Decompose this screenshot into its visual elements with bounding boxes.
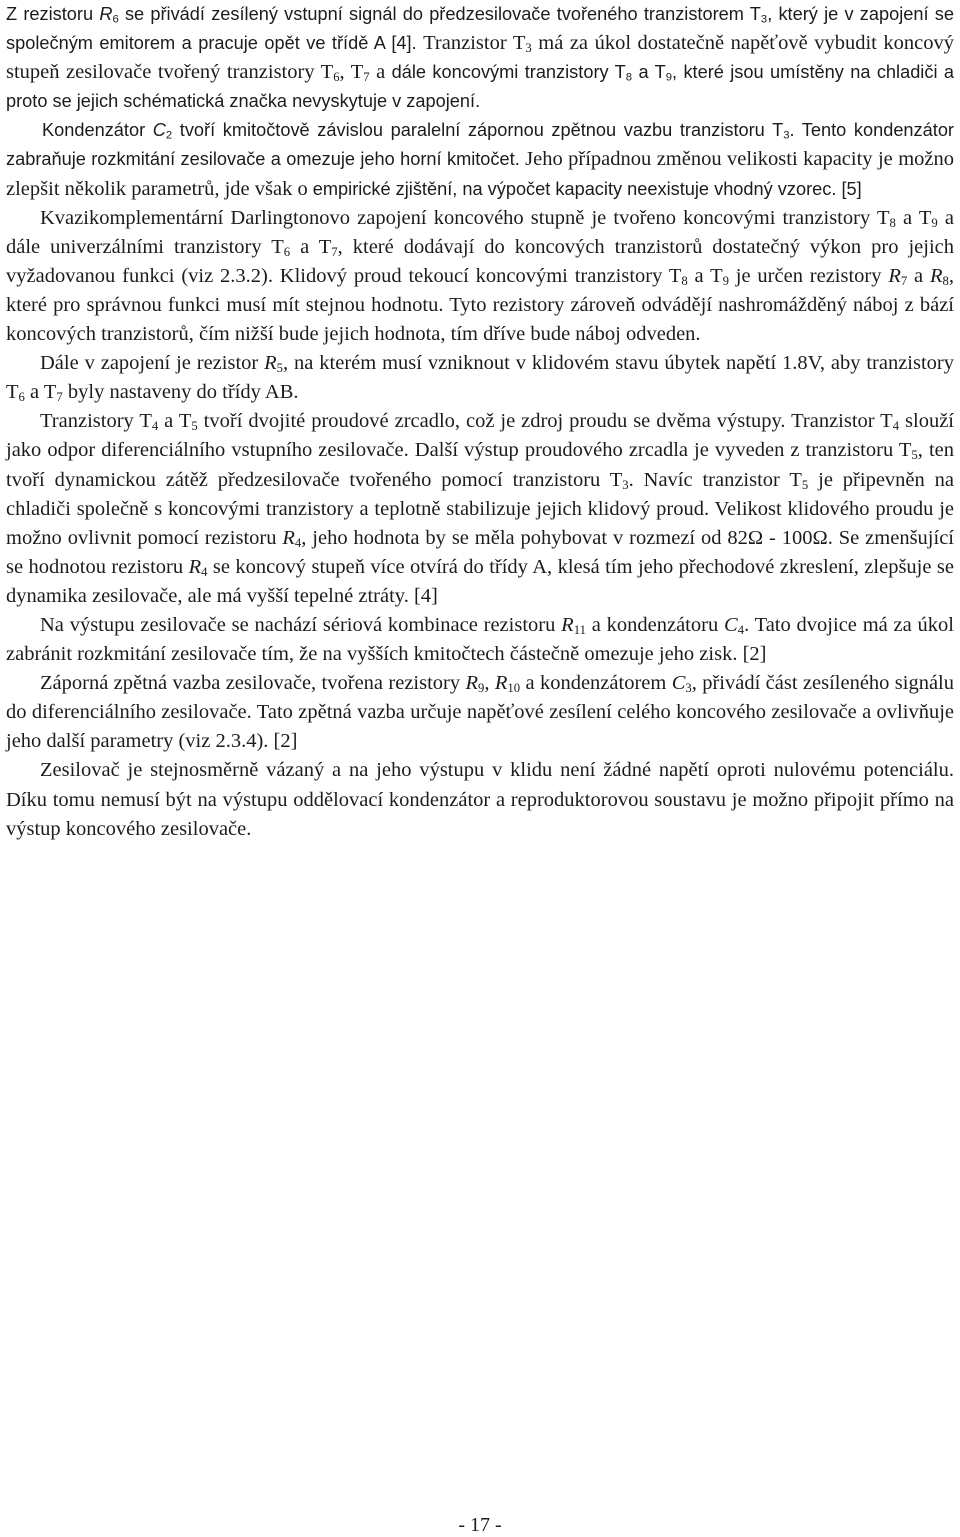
paragraph-negative-feedback: Záporná zpětná vazba zesilovače, tvořena rezistory $R_9$, $R_{10}$ a kondenzátorem $C_3$, přivádí část zesíleného signálu do diferenciálního zesilovače. Tato zpětná vazba určuje napěťové zesílení celého koncového zesilovače a ovlivňuje jeho další parametry (viz 2.3.4). [2] <box>6 672 955 753</box>
page-number: - 17 - <box>458 1514 502 1536</box>
paragraph-resistor-r5: Dále v zapojení je rezistor $R_5$, na kterém musí vzniknout v klidovém stavu úbytek napětí 1.8V, aby tranzistory $T_6$ a $T_7$ byly nastaveny do třídy AB. <box>6 352 955 404</box>
paragraph-current-mirror: Tranzistory $T_4$ a $T_5$ tvoří dvojité proudové zrcadlo, což je zdroj proudu se dvěma výstupy. Tranzistor $T_4$ slouží jako odpor diferenciálního vstupního zesilovače. Další výstup proudového zrcadla je vyveden z tranzistoru $T_5$, ten tvoří dynamickou zátěž předzesilovače tvořeného pomocí tranzistoru $T_3$. Navíc tranzistor $T_5$ je připevněn na chladiči společně s koncovými tranzistory a teplotně stabilizuje jejich klidový proud. Velikost klidového proudu je možno ovlivnit pomocí rezistoru $R_4$, jeho hodnota by se měla pohybovat v rozmezí od 82Ω - 100Ω. Se zmenšující se hodnotou rezistoru $R_4$ se koncový stupeň více otvírá do třídy A, klesá tím jeho přechodové zkreslení, zlepšuje se dynamika zesilovače, ale má vyšší tepelné ztráty. [4] <box>6 410 955 607</box>
paragraph-dc-coupling: Zesilovač je stejnosměrně vázaný a na jeho výstupu v klidu není žádné napětí oproti nulovému potenciálu. Díku tomu nemusí být na výstupu oddělovací kondenzátor a reproduktorovou soustavu je možno připojit přímo na výstup koncového zesilovače. <box>6 759 954 840</box>
paragraph-output-network: Na výstupu zesilovače se nachází sériová kombinace rezistoru $R_{11}$ a kondenzátoru $C_4$. Tato dvojice má za úkol zabránit rozkmitání zesilovače tím, že na vyšších kmitočtech částečně omezuje jeho zisk. [2] <box>6 613 955 666</box>
paragraph-darlington: Kvazikomplementární Darlingtonovo zapojení koncového stupně je tvořeno koncovými tranzistory $T_8$ a $T_9$ a dále univerzálními tranzistory $T_6$ a $T_7$, které dodávají do koncových tranzistorů dostatečný výkon pro jejich vyžadovanou funkci (viz 2.3.2). Klidový proud tekoucí koncovými tranzistory $T_8$ a $T_9$ je určen rezistory $R_7$ a $R_8$, které pro správnou funkci musí mít stejnou hodnotu. Tyto rezistory zároveň odvádějí nashromážděný náboj z bází koncových tranzistorů, čím nižší bude jejich hodnota, tím dříve bude náboj odveden. <box>6 206 954 346</box>
paragraph-capacitor-c2: Kondenzátor $C_2$ tvoří kmitočtově závislou paralelní zápornou zpětnou vazbu tranzistoru $T_3$. Tento kondenzátor zabraňuje rozkmitání zesilovače a omezuje jeho horní kmitočet. Jeho případnou změnou velikosti kapacity je možno zlepšit několik parametrů, jde však o empirické zjištění, na výpočet kapacity neexistuje vhodný vzorec. [5] <box>6 120 955 200</box>
paragraph-preamplifier: Z rezistoru $R_6$ se přivádí zesílený vstupní signál do předzesilovače tvořeného tranzistorem $T_3$, který je v zapojení se společným emitorem a pracuje opět ve třídě A [4]. Tranzistor $T_3$ má za úkol dostatečně napěťově vybudit koncový stupeň zesilovače tvořený tranzistory $T_6$, $T_7$ a dále koncovými tranzistory $T_8$ a $T_9$, které jsou umístěny na chladiči a proto se jejich schématická značka nevyskytuje v zapojení. <box>6 4 954 112</box>
